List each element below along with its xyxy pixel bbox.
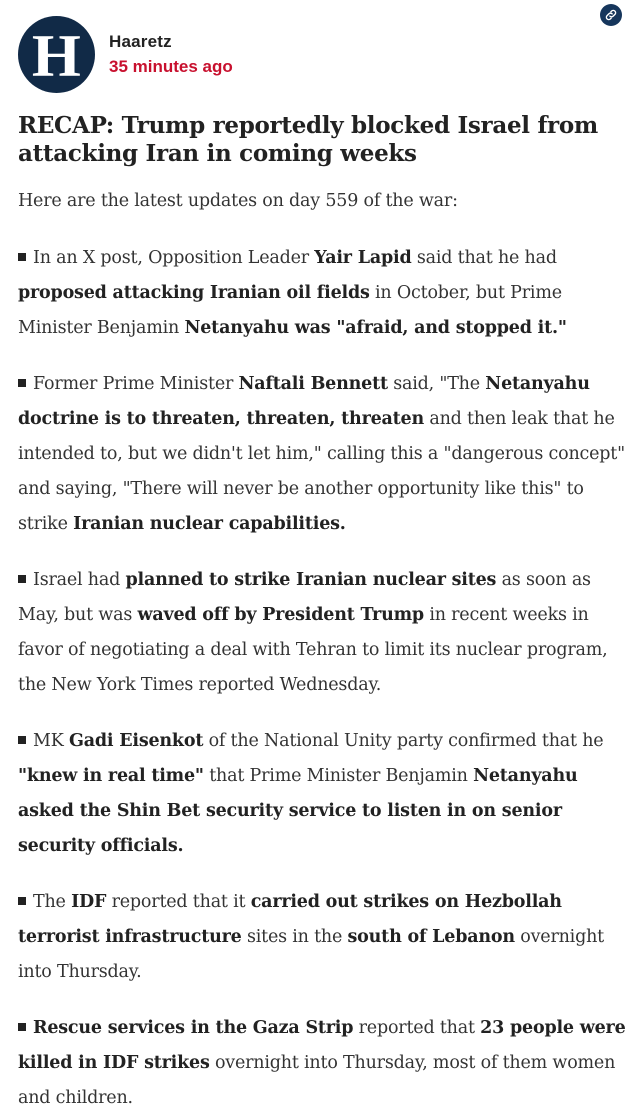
update-text-bold: Netanyahu doctrine is to threaten, threaten, threaten [18,374,590,429]
update-text: reported that it [106,892,251,912]
update-item [18,563,628,703]
update-text: of the National Unity party confirmed that he [203,731,604,751]
update-text: In an X post, Opposition Leader [33,248,315,268]
update-text: sites in the [241,927,348,947]
update-text-bold: planned to strike Iranian nuclear sites [125,570,497,590]
update-text: Israel had [33,570,126,590]
update-text-bold: Gadi Eisenkot [68,731,204,751]
update-text: and then leak that he intended to, but we didn't let him," calling this a "dangerous concept" and saying, "There will never be another opportunity like this" to strike [18,409,625,534]
logo-letter: H [31,22,81,89]
article-intro: Here are the latest updates on day 559 of the war: [18,191,458,211]
update-text: overnight into Thursday. [18,927,604,982]
update-text: The [33,892,72,912]
update-text-bold: waved off by President Trump [137,605,424,625]
update-text-bold: Naftali Bennett [238,374,388,394]
update-text: Former Prime Minister [33,374,239,394]
update-item [18,367,628,542]
update-text: said that he had [411,248,557,268]
share-link-button[interactable] [600,4,622,26]
haaretz-logo[interactable] [18,16,95,93]
update-text: in recent weeks in favor of negotiating a deal with Tehran to limit its nuclear program, the New York Times reported Wednesday. [18,605,608,695]
post-meta [109,32,233,77]
update-item [18,724,628,864]
update-text: that Prime Minister Benjamin [203,766,474,786]
update-text-bold: Rescue services in the Gaza Strip [33,1018,354,1038]
bullet-square-icon [18,253,26,261]
bullet-square-icon [18,736,26,744]
update-item [18,241,628,346]
update-text-bold: Netanyahu was "afraid, and stopped it." [184,318,567,338]
update-text: as soon as May, but was [18,570,591,625]
update-text-bold: Iranian nuclear capabilities. [73,514,346,534]
update-text-bold: "knew in real time" [18,766,204,786]
bullet-square-icon [18,379,26,387]
source-name[interactable]: Haaretz [109,32,172,51]
update-text-bold: proposed attacking Iranian oil fields [18,283,370,303]
updates-list [18,241,628,1108]
post-time: 35 minutes ago [109,57,233,76]
bullet-square-icon [18,1023,26,1031]
update-text-bold: Netanyahu asked the Shin Bet security service to listen in on senior security officials. [18,766,578,856]
link-icon [604,8,618,22]
update-text-bold: south of Lebanon [347,927,515,947]
update-text-bold: carried out strikes on Hezbollah terrorist infrastructure [18,892,562,947]
bullet-square-icon [18,897,26,905]
update-text: reported that [353,1018,481,1038]
bullet-square-icon [18,575,26,583]
update-text: overnight into Thursday, most of them women and children. [18,1053,616,1108]
update-text-bold: 23 people were killed in IDF strikes [18,1018,626,1073]
update-text: in October, but Prime Minister Benjamin [18,283,562,338]
update-item [18,885,628,990]
update-text-bold: IDF [71,892,107,912]
update-item [18,1011,628,1108]
update-text: MK [33,731,69,751]
article-title: RECAP: Trump reportedly blocked Israel from attacking Iran in coming weeks [18,112,598,167]
update-text-bold: Yair Lapid [314,248,412,268]
post-header [18,16,233,93]
update-text: said, "The [387,374,486,394]
